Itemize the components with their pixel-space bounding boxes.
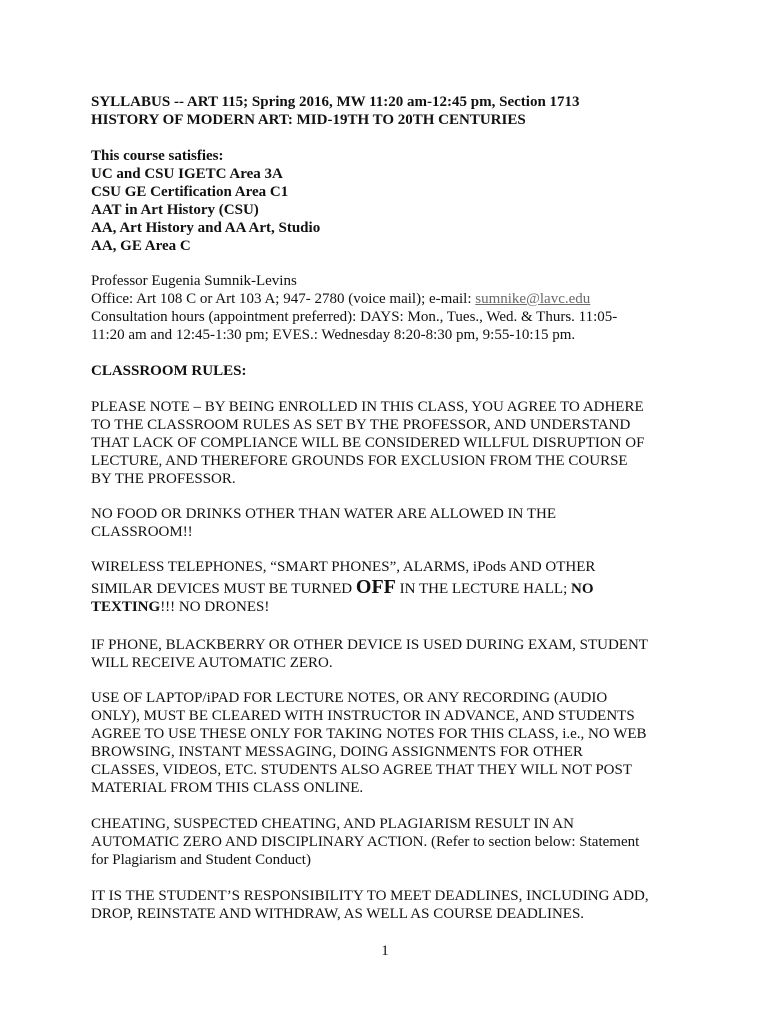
rules-paragraph-exam: [91, 636, 691, 672]
paragraph-line: DROP, REINSTATE AND WITHDRAW, AS WELL AS COURSE DEADLINES.: [91, 906, 585, 922]
phones-text-a: SIMILAR DEVICES MUST BE TURNED: [91, 581, 356, 597]
office-line: [91, 290, 691, 308]
rules-paragraph-cheating: [91, 815, 691, 869]
paragraph-line: for Plagiarism and Student Conduct): [91, 852, 311, 868]
syllabus-header: [91, 93, 691, 129]
rules-paragraph-enrollment: [91, 398, 691, 488]
header-line-2: HISTORY OF MODERN ART: MID-19TH TO 20TH CENTURIES: [91, 112, 526, 128]
rules-paragraph-food: [91, 505, 691, 541]
no-emphasis: NO: [571, 581, 594, 597]
hours-line-1: Consultation hours (appointment preferred): DAYS: Mon., Tues., Wed. & Thurs. 11:05-: [91, 309, 618, 325]
page-number: 1: [381, 943, 389, 959]
paragraph-line: WIRELESS TELEPHONES, “SMART PHONES”, ALARMS, iPods AND OTHER: [91, 559, 596, 575]
paragraph-line: WILL RECEIVE AUTOMATIC ZERO.: [91, 655, 333, 671]
paragraph-line: LECTURE, AND THEREFORE GROUNDS FOR EXCLUSION FROM THE COURSE: [91, 453, 628, 469]
phones-text-c: !!! NO DRONES!: [160, 599, 270, 615]
paragraph-line: BY THE PROFESSOR.: [91, 471, 236, 487]
texting-emphasis: TEXTING: [91, 599, 161, 615]
phones-text-b: IN THE LECTURE HALL;: [395, 581, 572, 597]
paragraph-line: AGREE TO USE THESE ONLY FOR TAKING NOTES FOR THIS CLASS, i.e., NO WEB: [91, 726, 647, 742]
rules-paragraph-phones: [91, 558, 691, 616]
paragraph-line: IF PHONE, BLACKBERRY OR OTHER DEVICE IS USED DURING EXAM, STUDENT: [91, 637, 648, 653]
header-line-1: SYLLABUS -- ART 115; Spring 2016, MW 11:20 am-12:45 pm, Section 1713: [91, 94, 580, 110]
paragraph-line: IT IS THE STUDENT’S RESPONSIBILITY TO MEET DEADLINES, INCLUDING ADD,: [91, 888, 649, 904]
paragraph-line: BROWSING, INSTANT MESSAGING, DOING ASSIGNMENTS FOR OTHER: [91, 744, 583, 760]
professor-info: [91, 272, 691, 344]
satisfies-item: AAT in Art History (CSU): [91, 202, 259, 218]
satisfies-heading: This course satisfies:: [91, 148, 224, 164]
paragraph-line: MATERIAL FROM THIS CLASS ONLINE.: [91, 780, 364, 796]
paragraph-line: CLASSES, VIDEOS, ETC. STUDENTS ALSO AGREE THAT THEY WILL NOT POST: [91, 762, 633, 778]
paragraph-line: THAT LACK OF COMPLIANCE WILL BE CONSIDERED WILLFUL DISRUPTION OF: [91, 435, 645, 451]
satisfies-item: UC and CSU IGETC Area 3A: [91, 166, 283, 182]
satisfies-item: AA, Art History and AA Art, Studio: [91, 220, 321, 236]
paragraph-line: USE OF LAPTOP/iPAD FOR LECTURE NOTES, OR ANY RECORDING (AUDIO: [91, 690, 608, 706]
paragraph-line: [91, 576, 691, 598]
rules-paragraph-laptop: [91, 689, 691, 797]
course-satisfies-section: [91, 147, 691, 255]
paragraph-line: PLEASE NOTE – BY BEING ENROLLED IN THIS CLASS, YOU AGREE TO ADHERE: [91, 399, 644, 415]
paragraph-line: ONLY), MUST BE CLEARED WITH INSTRUCTOR IN ADVANCE, AND STUDENTS: [91, 708, 635, 724]
office-text: Office: Art 108 C or Art 103 A; 947- 2780 (voice mail); e-mail:: [91, 291, 476, 307]
satisfies-item: CSU GE Certification Area C1: [91, 184, 289, 200]
off-emphasis: OFF: [355, 576, 396, 598]
paragraph-line: TO THE CLASSROOM RULES AS SET BY THE PROFESSOR, AND UNDERSTAND: [91, 417, 631, 433]
rules-paragraph-deadlines: [91, 887, 691, 923]
paragraph-line: AUTOMATIC ZERO AND DISCIPLINARY ACTION. (Refer to section below: Statement: [91, 834, 640, 850]
professor-name: Professor Eugenia Sumnik-Levins: [91, 273, 297, 289]
email-link[interactable]: sumnike@lavc.edu: [475, 291, 591, 307]
satisfies-item: AA, GE Area C: [91, 238, 191, 254]
paragraph-line: NO FOOD OR DRINKS OTHER THAN WATER ARE ALLOWED IN THE: [91, 506, 556, 522]
paragraph-line: CLASSROOM!!: [91, 524, 193, 540]
paragraph-line: [91, 598, 691, 616]
hours-line-2: 11:20 am and 12:45-1:30 pm; EVES.: Wednesday 8:20-8:30 pm, 9:55-10:15 pm.: [91, 327, 576, 343]
classroom-rules-heading: CLASSROOM RULES:: [91, 363, 247, 379]
paragraph-line: CHEATING, SUSPECTED CHEATING, AND PLAGIARISM RESULT IN AN: [91, 816, 574, 832]
